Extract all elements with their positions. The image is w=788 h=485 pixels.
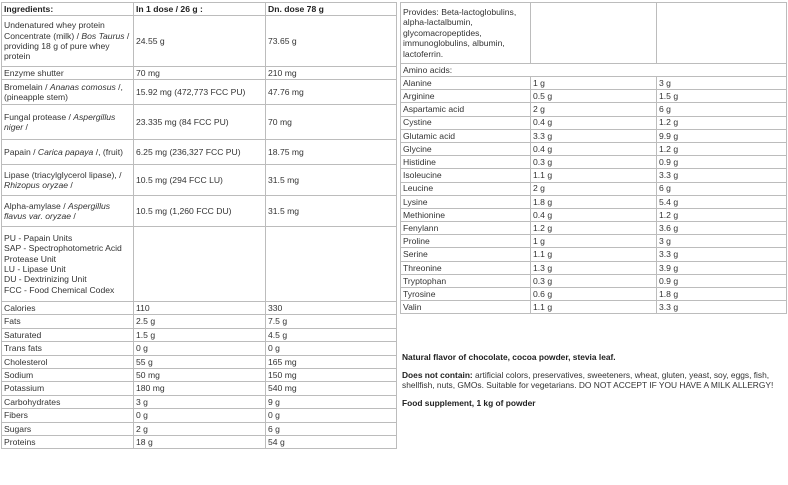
nutrient-name: Cholesterol <box>2 355 134 368</box>
ingredient-row <box>2 105 397 140</box>
amino-acid-name: Arginine <box>401 90 531 103</box>
daily-value: 18.75 mg <box>266 140 397 165</box>
allergen-note: Does not contain: artificial colors, preservatives, sweeteners, wheat, gluten, yeast, soy, eggs, fish, shellfish, nuts, GMOs. Suitable for vegetarians. DO NOT ACCEPT IF YOU HAVE A MILK ALLERGY! <box>402 369 774 391</box>
dose-value: 1.3 g <box>531 261 657 274</box>
column-header: Ingredients: <box>2 3 134 16</box>
name-text: Alpha-amylase / <box>4 200 69 211</box>
dose-value: 0.5 g <box>531 90 657 103</box>
amino-acid-name: Isoleucine <box>401 169 531 182</box>
amino-acid-name: Aspartamic acid <box>401 103 531 116</box>
amino-acid-name: Tryptophan <box>401 274 531 287</box>
daily-value: 73.65 g <box>266 16 397 67</box>
nutrient-name: Saturated <box>2 328 134 341</box>
name-text: Papain / <box>4 146 38 157</box>
daily-value: 1.2 g <box>657 116 787 129</box>
dose-value: 2 g <box>531 182 657 195</box>
nutrition-row <box>2 315 397 328</box>
name-text: Enzyme shutter <box>4 67 64 78</box>
dose-value: 1.2 g <box>531 222 657 235</box>
supplement-note: Food supplement, 1 kg of powder <box>402 397 536 408</box>
nutrition-row <box>2 422 397 435</box>
legend-line: LU - Lipase Unit <box>4 264 66 274</box>
daily-value: 54 g <box>266 435 397 448</box>
dose-value: 1.1 g <box>531 169 657 182</box>
daily-value: 47.76 mg <box>266 80 397 105</box>
ingredient-name <box>2 196 134 227</box>
daily-value: 6 g <box>657 182 787 195</box>
dose-value: 55 g <box>134 355 266 368</box>
dose-value: 10.5 mg (1,260 FCC DU) <box>134 196 266 227</box>
ingredient-name <box>2 80 134 105</box>
table-header-row <box>2 3 397 16</box>
legend-line: SAP - Spectrophotometric Acid Protease Unit <box>4 243 122 264</box>
ingredient-name <box>2 140 134 165</box>
dose-value: 23.335 mg (84 FCC PU) <box>134 105 266 140</box>
amino-acid-name: Fenylann <box>401 222 531 235</box>
dose-value: 1 g <box>531 77 657 90</box>
nutrition-row <box>2 368 397 381</box>
amino-acid-row <box>401 116 787 129</box>
daily-value: 9 g <box>266 395 397 408</box>
column-header: Dn. dose 78 g <box>266 3 397 16</box>
amino-acid-row <box>401 235 787 248</box>
dose-value: 24.55 g <box>134 16 266 67</box>
name-text: /, (pineapple stem) <box>4 81 123 102</box>
name-text: / <box>23 122 28 132</box>
amino-acid-name: Threonine <box>401 261 531 274</box>
dose-value: 0 g <box>134 342 266 355</box>
daily-value: 0.9 g <box>657 156 787 169</box>
daily-value: 0 g <box>266 342 397 355</box>
daily-value: 1.2 g <box>657 208 787 221</box>
ingredient-name <box>2 67 134 80</box>
daily-value: 0 g <box>266 409 397 422</box>
nutrient-name: Carbohydrates <box>2 395 134 408</box>
dose-value: 0.3 g <box>531 156 657 169</box>
amino-acid-row <box>401 182 787 195</box>
dose-value: 1.1 g <box>531 301 657 314</box>
daily-value: 330 <box>266 302 397 315</box>
nutrient-name: Potassium <box>2 382 134 395</box>
daily-value: 0.9 g <box>657 274 787 287</box>
amino-acid-row <box>401 195 787 208</box>
ingredient-row <box>2 80 397 105</box>
amino-acid-name: Glycine <box>401 142 531 155</box>
nutrition-row <box>2 435 397 448</box>
name-text: / <box>71 211 76 221</box>
daily-value: 165 mg <box>266 355 397 368</box>
amino-acids-header: Amino acids: <box>401 64 787 77</box>
amino-acid-row <box>401 222 787 235</box>
daily-value: 3.3 g <box>657 301 787 314</box>
daily-value: 3.9 g <box>657 261 787 274</box>
amino-acid-row <box>401 156 787 169</box>
amino-acid-row <box>401 274 787 287</box>
amino-acid-name: Serine <box>401 248 531 261</box>
ingredient-row <box>2 16 397 67</box>
nutrition-row <box>2 302 397 315</box>
daily-value: 3.3 g <box>657 169 787 182</box>
dose-value: 70 mg <box>134 67 266 80</box>
nutrition-row <box>2 342 397 355</box>
daily-value: 540 mg <box>266 382 397 395</box>
daily-value: 9.9 g <box>657 129 787 142</box>
amino-acid-row <box>401 129 787 142</box>
amino-acid-row <box>401 103 787 116</box>
name-text: /, (fruit) <box>93 146 123 157</box>
flavor-note: Natural flavor of chocolate, cocoa powder, stevia leaf. <box>402 352 616 362</box>
dose-value: 3.3 g <box>531 129 657 142</box>
dose-value: 50 mg <box>134 368 266 381</box>
dose-value: 0 g <box>134 409 266 422</box>
dose-value: 0.4 g <box>531 208 657 221</box>
amino-header-row <box>401 64 787 77</box>
dose-value: 18 g <box>134 435 266 448</box>
daily-value: 6 g <box>657 103 787 116</box>
daily-value: 3 g <box>657 77 787 90</box>
amino-acids-table <box>400 2 787 314</box>
nutrition-row <box>2 382 397 395</box>
nutrient-name: Sodium <box>2 368 134 381</box>
ingredient-name <box>2 16 134 67</box>
ingredient-row <box>2 165 397 196</box>
empty-cell <box>266 227 397 302</box>
amino-acid-row <box>401 288 787 301</box>
daily-value: 150 mg <box>266 368 397 381</box>
nutrient-name: Calories <box>2 302 134 315</box>
amino-acid-row <box>401 301 787 314</box>
dose-value: 0.4 g <box>531 116 657 129</box>
daily-value: 3.6 g <box>657 222 787 235</box>
dose-value: 6.25 mg (236,327 FCC PU) <box>134 140 266 165</box>
latin-name: Rhizopus oryzae <box>4 180 69 190</box>
daily-value: 1.8 g <box>657 288 787 301</box>
daily-value: 70 mg <box>266 105 397 140</box>
dose-value: 1.5 g <box>134 328 266 341</box>
dose-value: 2.5 g <box>134 315 266 328</box>
nutrient-name: Fats <box>2 315 134 328</box>
nutrition-row <box>2 328 397 341</box>
legend-line: FCC - Food Chemical Codex <box>4 284 115 295</box>
amino-acid-row <box>401 90 787 103</box>
name-text: Fungal protease / <box>4 111 74 122</box>
dose-value: 0.3 g <box>531 274 657 287</box>
ingredient-row <box>2 140 397 165</box>
daily-value: 4.5 g <box>266 328 397 341</box>
amino-acid-row <box>401 248 787 261</box>
amino-acid-name: Proline <box>401 235 531 248</box>
dose-value: 1 g <box>531 235 657 248</box>
dose-value: 0.4 g <box>531 142 657 155</box>
dose-value: 2 g <box>134 422 266 435</box>
name-text: Bromelain / <box>4 81 50 92</box>
latin-name: Bos Taurus <box>81 30 125 41</box>
daily-value: 5.4 g <box>657 195 787 208</box>
column-header: In 1 dose / 26 g : <box>134 3 266 16</box>
amino-acid-row <box>401 142 787 155</box>
ingredient-row <box>2 67 397 80</box>
dose-value: 1.8 g <box>531 195 657 208</box>
amino-acid-name: Cystine <box>401 116 531 129</box>
amino-acid-row <box>401 261 787 274</box>
daily-value: 6 g <box>266 422 397 435</box>
ingredients-table <box>1 2 397 449</box>
amino-acid-row <box>401 169 787 182</box>
provides-row <box>401 3 787 64</box>
amino-acid-name: Alanine <box>401 77 531 90</box>
dose-value: 3 g <box>134 395 266 408</box>
daily-value: 1.5 g <box>657 90 787 103</box>
legend-line: PU - Papain Units <box>4 232 73 243</box>
ingredient-name <box>2 165 134 196</box>
empty-cell <box>134 227 266 302</box>
legend-line: DU - Dextrinizing Unit <box>4 274 87 285</box>
nutrition-row <box>2 395 397 408</box>
latin-name: Ananas comosus <box>49 81 116 92</box>
dose-value: 180 mg <box>134 382 266 395</box>
product-notes <box>402 352 784 415</box>
name-text: / providing 18 g of pure whey protein <box>4 30 130 62</box>
dose-value: 110 <box>134 302 266 315</box>
amino-acid-name: Tyrosine <box>401 288 531 301</box>
amino-acid-name: Histidine <box>401 156 531 169</box>
name-text: Undenatured whey protein Concentrate (milk) / <box>4 20 105 41</box>
nutrition-row <box>2 355 397 368</box>
nutrient-name: Proteins <box>2 435 134 448</box>
amino-acid-row <box>401 208 787 221</box>
amino-acid-name: Valin <box>401 301 531 314</box>
ingredient-row <box>2 196 397 227</box>
dose-value: 2 g <box>531 103 657 116</box>
name-text: / <box>68 180 73 190</box>
empty-cell <box>657 3 787 64</box>
daily-value: 1.2 g <box>657 142 787 155</box>
empty-cell <box>531 3 657 64</box>
daily-value: 3.3 g <box>657 248 787 261</box>
daily-value: 31.5 mg <box>266 196 397 227</box>
dose-value: 15.92 mg (472,773 FCC PU) <box>134 80 266 105</box>
amino-acid-name: Leucine <box>401 182 531 195</box>
daily-value: 210 mg <box>266 67 397 80</box>
provides-text: Provides: Beta-lactoglobulins, alpha-lactalbumin, glycomacropeptides, immunoglobulins, albumin, lactoferrin. <box>401 3 531 64</box>
nutrient-name: Trans fats <box>2 342 134 355</box>
ingredient-name <box>2 105 134 140</box>
amino-acid-name: Methionine <box>401 208 531 221</box>
daily-value: 31.5 mg <box>266 165 397 196</box>
nutrient-name: Fibers <box>2 409 134 422</box>
unit-legend <box>2 227 134 302</box>
amino-acid-name: Glutamic acid <box>401 129 531 142</box>
daily-value: 3 g <box>657 235 787 248</box>
latin-name: Carica papaya <box>37 146 94 157</box>
amino-acid-name: Lysine <box>401 195 531 208</box>
latin-name: Aspergillus flavus var. oryzae <box>4 200 111 221</box>
nutrition-row <box>2 409 397 422</box>
daily-value: 7.5 g <box>266 315 397 328</box>
name-text: Lipase (triacylglycerol lipase), / <box>4 169 122 180</box>
dose-value: 10.5 mg (294 FCC LU) <box>134 165 266 196</box>
dose-value: 1.1 g <box>531 248 657 261</box>
legend-row <box>2 227 397 302</box>
dose-value: 0.6 g <box>531 288 657 301</box>
latin-name: Aspergillus niger <box>4 111 116 132</box>
nutrient-name: Sugars <box>2 422 134 435</box>
amino-acid-row <box>401 77 787 90</box>
